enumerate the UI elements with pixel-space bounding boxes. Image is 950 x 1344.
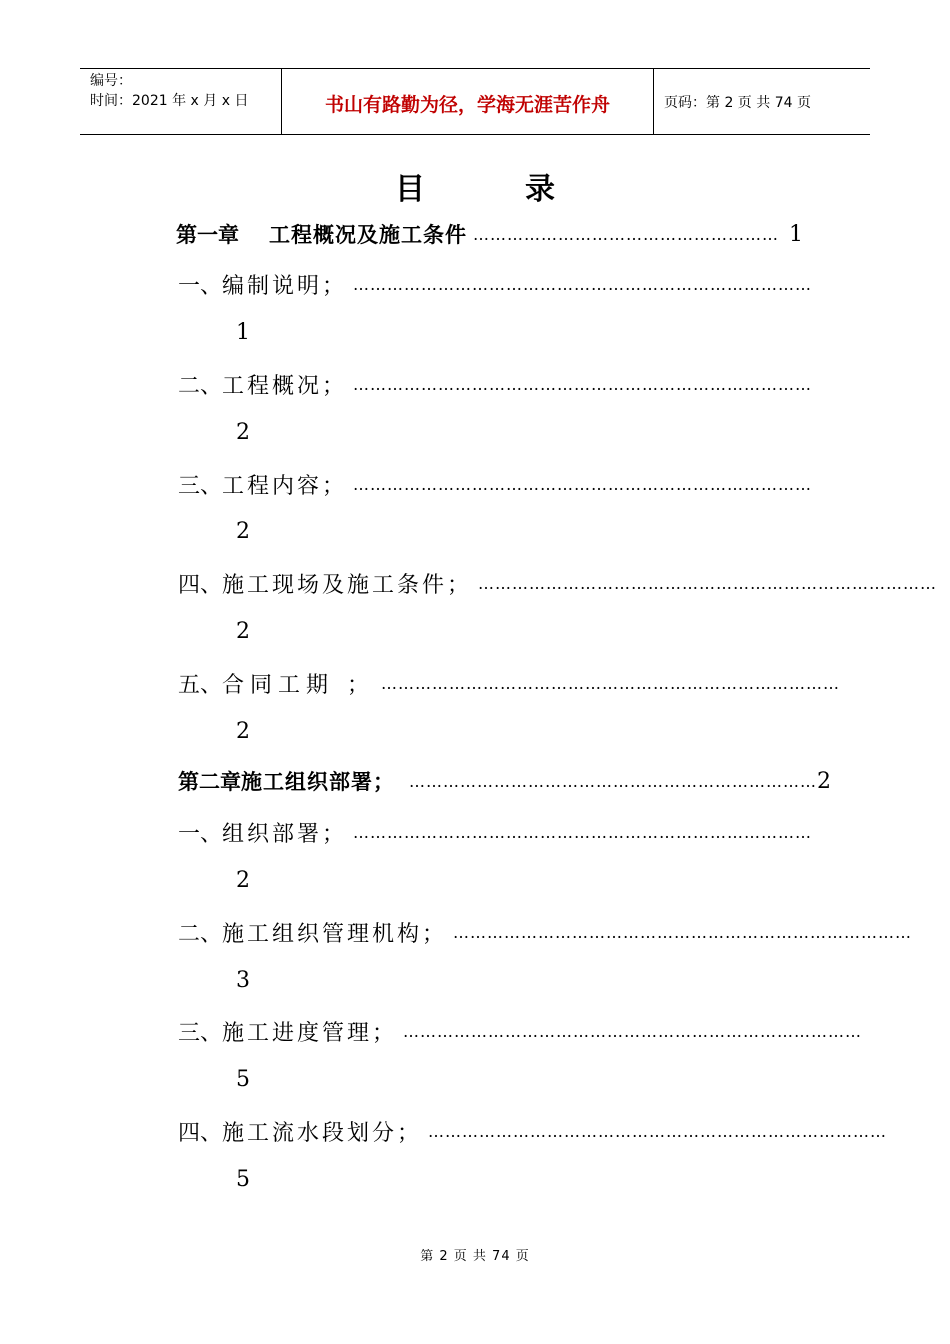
toc-page-number: 2: [236, 420, 250, 445]
toc-entry-number: 四、: [178, 572, 223, 598]
toc-entry-label: 施工组织管理机构；: [222, 921, 448, 947]
page-header: [80, 68, 870, 135]
toc-leader-dots: ………………………………………………………………………: [478, 573, 938, 593]
toc-entry-label: 合同工期 ；: [222, 672, 376, 698]
toc-entry-number: 三、: [178, 1020, 223, 1046]
toc-page-number: 2: [236, 719, 250, 744]
toc-page-number: 2: [236, 519, 250, 544]
toc-entry-1-5[interactable]: [178, 663, 841, 703]
toc-page-number: 2: [236, 619, 250, 644]
toc-page-number: 2: [817, 768, 831, 794]
toc-leader-dots: ………………………………………………………………………: [381, 673, 841, 693]
page-title: 目录: [395, 172, 655, 207]
toc-leader-dots: ………………………………………………………………………: [353, 822, 813, 842]
page-footer: 第 2 页 共 74 页: [420, 1249, 530, 1264]
toc-chapter-number: 第一章: [176, 223, 239, 247]
toc-page-number: 2: [236, 868, 250, 893]
header-page-info: 页码：第 2 页 共 74 页: [664, 94, 811, 111]
toc-entry-label: 工程概况及施工条件: [269, 223, 467, 247]
toc-entry-1-2[interactable]: [178, 364, 813, 404]
toc-entry-2-1[interactable]: [178, 812, 813, 852]
toc-entry-label: 施工流水段划分；: [222, 1120, 423, 1146]
toc-page-number: 5: [236, 1167, 250, 1192]
toc-leader-dots: ………………………………………………………………………: [353, 474, 813, 494]
toc-entry-label: 编制说明；: [222, 273, 348, 299]
toc-entry-number: 四、: [178, 1120, 223, 1146]
document-date: 时间：2021 年 x 月 x 日: [90, 93, 249, 109]
toc-page-number: 1: [236, 320, 250, 345]
toc-leader-dots: ………………………………………………………………………: [353, 374, 813, 394]
toc-chapter-1[interactable]: [176, 214, 802, 254]
header-motto: 书山有路勤为径，学海无涯苦作舟: [282, 69, 654, 134]
toc-entry-label: 施工组织部署；: [241, 770, 395, 794]
toc-entry-2-4[interactable]: [178, 1111, 888, 1151]
toc-leader-dots: ………………………………………………………………………: [428, 1121, 888, 1141]
toc-entry-number: 二、: [178, 921, 223, 947]
toc-page-number: 3: [236, 968, 250, 993]
toc-page-number: 1: [789, 221, 803, 247]
toc-entry-number: 一、: [178, 273, 223, 299]
toc-leader-dots: ………………………………………………………………………: [353, 274, 813, 294]
toc-page-number: 5: [236, 1067, 250, 1092]
toc-leader-dots: ………………………………………………………………………: [453, 922, 913, 942]
document-number-label: 编号：: [90, 73, 132, 89]
toc-entry-label: 施工进度管理；: [222, 1020, 398, 1046]
toc-entry-label: 工程内容；: [222, 473, 348, 499]
toc-entry-number: 五、: [178, 672, 223, 698]
toc-leader-dots: ………………………………………………………………………: [403, 1021, 863, 1041]
toc-entry-label: 施工现场及施工条件；: [222, 572, 473, 598]
toc-entry-number: 二、: [178, 373, 223, 399]
toc-entry-label: 组织部署；: [222, 821, 348, 847]
toc-entry-1-4[interactable]: [178, 563, 938, 603]
toc-entry-2-2[interactable]: [178, 912, 913, 952]
toc-entry-label: 工程概况；: [222, 373, 348, 399]
toc-chapter-number: 第二章: [178, 770, 241, 794]
toc-entry-2-3[interactable]: [178, 1011, 863, 1051]
toc-entry-number: 三、: [178, 473, 223, 499]
toc-leader-dots: ………………………………………………: [473, 224, 779, 244]
toc-leader-dots: ………………………………………………………………: [409, 771, 817, 791]
header-meta: [80, 69, 282, 134]
toc-chapter-2[interactable]: [178, 761, 831, 801]
toc-entry-number: 一、: [178, 821, 223, 847]
toc-entry-1-3[interactable]: [178, 464, 813, 504]
toc-entry-1-1[interactable]: [178, 264, 813, 304]
